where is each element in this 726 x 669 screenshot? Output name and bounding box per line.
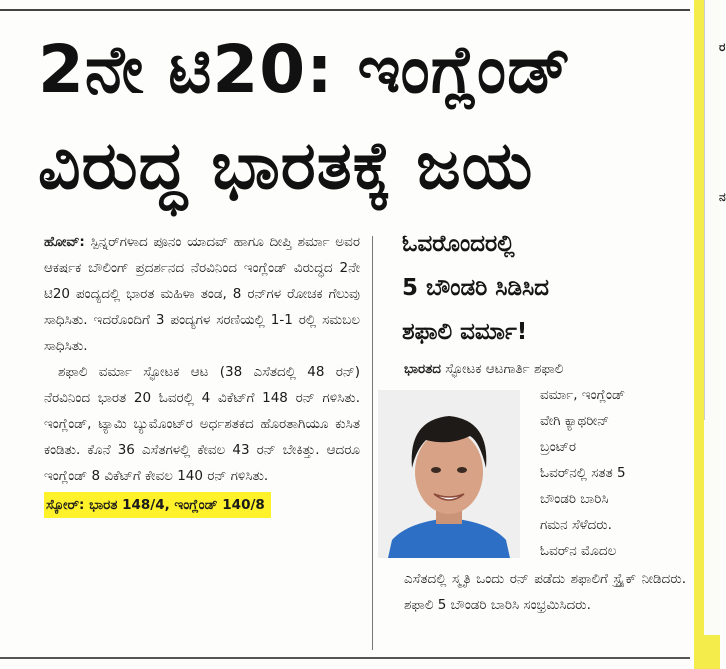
bottom-rule	[0, 657, 690, 659]
right-wrap-line: ಬ್ರಂಟ್‌ರ	[540, 439, 577, 455]
left-article	[44, 229, 360, 518]
headline-line-1: 2ನೇ ಟಿ20: ಇಂಗ್ಲೆಂಡ್	[38, 31, 572, 108]
adjacent-column-paper	[704, 0, 726, 420]
adjacent-column-paper	[704, 420, 720, 635]
lead-line-rest: ಸ್ಫೋಟಕ ಆಟಗಾರ್ತಿ ಶಫಾಲಿ	[441, 361, 564, 377]
right-article-bottom: ಎಸೆತದಲ್ಲಿ ಸ್ಮೃತಿ ಒಂದು ರನ್ ಪಡೆದು ಶಫಾಲಿಗೆ ಸ್ಟ್ರೈಕ್ ನೀಡಿದರು. ಶಫಾಲಿ 5 ಬೌಂಡರಿ ಬಾರಿಸಿ ಸಂಭ್ರಮಿಸಿದರು.	[404, 571, 686, 613]
right-wrap-line: ಗಮನ ಸೆಳೆದರು.	[540, 517, 612, 533]
subheadline-line-2: 5 ಬೌಂಡರಿ ಸಿಡಿಸಿದ	[402, 275, 550, 301]
player-photo	[378, 390, 520, 558]
adjacent-text-fragment: ನ	[719, 190, 726, 204]
left-article-para-2: ಶಫಾಲಿ ವರ್ಮಾ ಸ್ಫೋಟಕ ಆಟ (38 ಎಸೆತದಲ್ಲಿ 48 ರನ್) ನೆರವಿನಿಂದ ಭಾರತ 20 ಓವರಲ್ಲಿ 4 ವಿಕೆಟ್‌ಗೆ 148 ರನ್ ಗಳಿಸಿತು. ಇಂಗ್ಲೆಂಡ್, ಟ್ಯಾಮಿ ಬ್ಯುಮೊಂಟ್‌ರ ಅರ್ಧಶತಕದ ಹೊರತಾಗಿಯೂ ಕುಸಿತ ಕಂಡಿತು. ಕೊನೆ 36 ಎಸೆತಗಳಲ್ಲಿ ಕೇವಲ 43 ರನ್ ಬೇಕಿತ್ತು. ಆದರೂ ಇಂಗ್ಲೆಂಡ್ 8 ವಿಕೆಟ್‌ಗೆ ಕೇವಲ 140 ರನ್ ಗಳಿಸಿತು.	[44, 364, 360, 484]
lead-word: ಭಾರತದ	[404, 361, 442, 377]
score-highlight: ಸ್ಕೋರ್: ಭಾರತ 148/4, ಇಂಗ್ಲೆಂಡ್ 140/8	[44, 492, 271, 518]
top-rule	[0, 9, 690, 11]
player-portrait-image	[378, 390, 520, 558]
subheadline	[402, 222, 692, 354]
right-wrap-line: ವರ್ಮಾ, ಇಂಗ್ಲೆಂಡ್	[540, 387, 626, 403]
column-divider	[372, 236, 373, 650]
dateline: ಹೋವ್:	[44, 234, 85, 250]
right-article-lead	[404, 356, 686, 382]
adjacent-column-strip	[694, 0, 726, 669]
right-wrap-line: ಓವರ್‌ನಲ್ಲಿ ಸತತ 5	[540, 465, 626, 481]
para1-text: ಸ್ಪಿನ್ನರ್‌ಗಳಾದ ಪೂನಂ ಯಾದವ್ ಹಾಗೂ ದೀಪ್ತಿ ಶರ್ಮಾ ಅವರ ಆಕರ್ಷಕ ಬೌಲಿಂಗ್ ಪ್ರದರ್ಶನದ ನೆರವಿನಿಂದ ಇಂಗ್ಲೆಂಡ್ ವಿರುದ್ಧದ 2ನೇ ಟಿ20 ಪಂದ್ಯದಲ್ಲಿ ಭಾರತ ಮಹಿಳಾ ತಂಡ, 8 ರನ್‌ಗಳ ರೋಚಕ ಗೆಲುವು ಸಾಧಿಸಿತು. ಇದರೊಂದಿಗೆ 3 ಪಂದ್ಯಗಳ ಸರಣಿಯಲ್ಲಿ 1-1 ರಲ್ಲಿ ಸಮಬಲ ಸಾಧಿಸಿತು.	[44, 234, 360, 354]
left-article-para-1	[44, 229, 360, 359]
right-wrap-line: ಓವರ್‌ನ ಮೊದಲ	[540, 543, 617, 559]
headline-line-2: ವಿರುದ್ಧ ಭಾರತಕ್ಕೆ ಜಯ	[38, 127, 534, 204]
right-wrap-line: ವೇಗಿ ಕ್ಯಾಥರೀನ್	[540, 413, 610, 429]
subheadline-line-3: ಶಫಾಲಿ ವರ್ಮಾ!	[402, 319, 528, 345]
adjacent-text-fragment: ರ	[719, 40, 726, 54]
subheadline-line-1: ಓವರೊಂದರಲ್ಲಿ	[402, 231, 515, 257]
right-wrap-line: ಬೌಂಡರಿ ಬಾರಿಸಿ	[540, 491, 609, 507]
